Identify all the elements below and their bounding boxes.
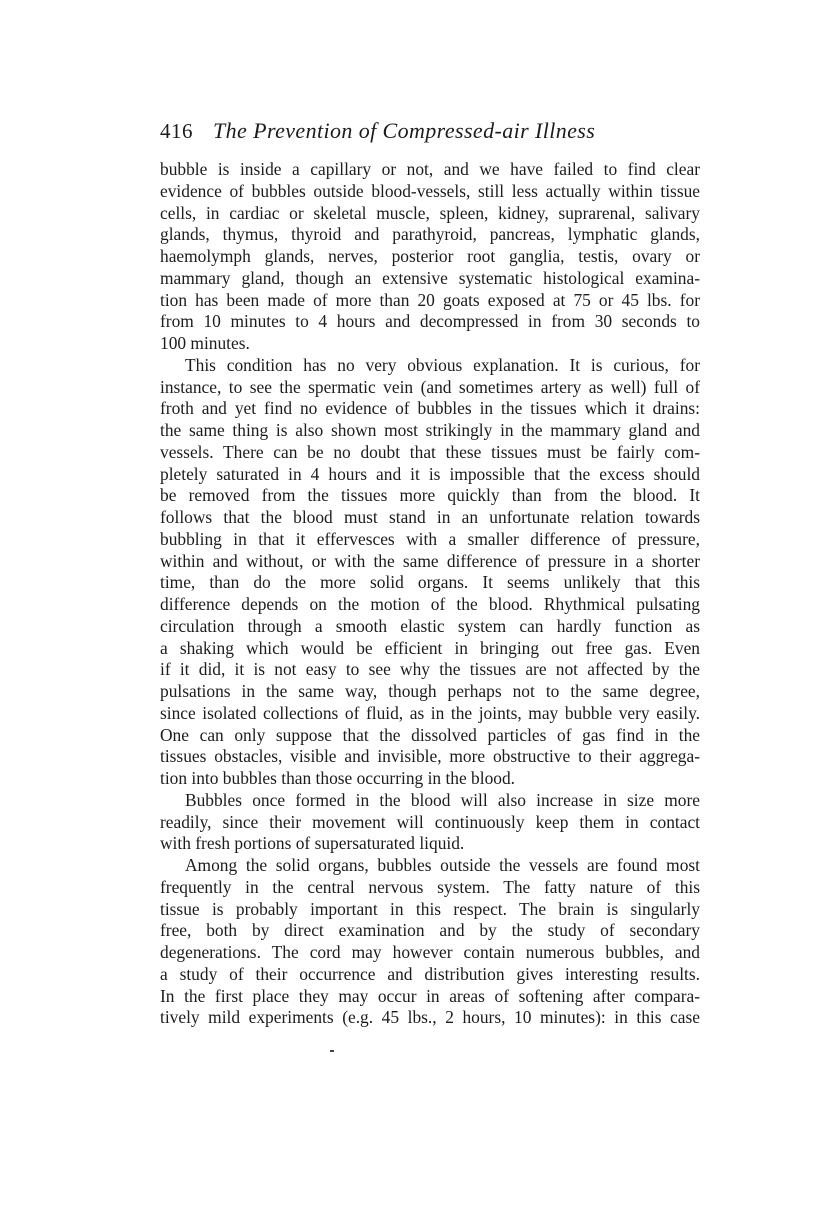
- text-line: mammary gland, though an extensive systematic histological examina-: [160, 267, 700, 288]
- page-number: 416: [160, 119, 193, 143]
- text-line: time, than do the more solid organs. It seems unlikely that this: [160, 572, 700, 593]
- text-line: evidence of bubbles outside blood-vessels, still less actually within tissue: [160, 180, 700, 201]
- text-line: tion has been made of more than 20 goats exposed at 75 or 45 lbs. for: [160, 289, 700, 310]
- print-speck: [330, 1050, 334, 1052]
- text-line: the same thing is also shown most strikingly in the mammary gland and: [160, 420, 700, 440]
- text-line: since isolated collections of fluid, as in the joints, may bubble very easily.: [160, 702, 700, 723]
- text-line: froth and yet find no evidence of bubbles in the tissues which it drains:: [160, 398, 700, 419]
- text-line: haemolymph glands, nerves, posterior root ganglia, testis, ovary or: [160, 246, 700, 266]
- text-line: be removed from the tissues more quickly than from the blood. It: [160, 485, 700, 506]
- text-line: This condition has no very obvious explanation. It is curious, for: [185, 354, 700, 375]
- body-text: [160, 159, 700, 1029]
- text-line: tissues obstacles, visible and invisible, more obstructive to their aggrega-: [160, 746, 700, 767]
- text-line: degenerations. The cord may however contain numerous bubbles, and: [160, 942, 700, 962]
- text-line: cells, in cardiac or skeletal muscle, spleen, kidney, suprarenal, salivary: [160, 202, 700, 223]
- text-line: One can only suppose that the dissolved particles of gas find in the: [160, 724, 700, 745]
- running-head: [160, 118, 700, 150]
- running-title: The Prevention of Compressed-air Illness: [213, 118, 596, 143]
- text-line: bubble is inside a capillary or not, and we have failed to find clear: [160, 159, 700, 179]
- paragraph: [160, 855, 700, 1029]
- text-line: with fresh portions of supersaturated liquid.: [160, 833, 465, 854]
- text-line: instance, to see the spermatic vein (and sometimes artery as well) full of: [160, 376, 700, 397]
- text-line: tively mild experiments (e.g. 45 lbs., 2 hours, 10 minutes): in this case: [160, 1007, 700, 1028]
- text-line: tissue is probably important in this respect. The brain is singularly: [160, 898, 700, 919]
- text-line: pletely saturated in 4 hours and it is impossible that the excess should: [160, 463, 700, 484]
- text-line: within and without, or with the same difference of pressure in a shorter: [160, 550, 700, 571]
- text-line: bubbling in that it effervesces with a smaller difference of pressure,: [160, 528, 700, 549]
- text-line: from 10 minutes to 4 hours and decompressed in from 30 seconds to: [160, 311, 700, 332]
- text-line: pulsations in the same way, though perhaps not to the same degree,: [160, 681, 700, 701]
- text-line: free, both by direct examination and by the study of secondary: [160, 920, 700, 941]
- text-line: difference depends on the motion of the blood. Rhythmical pulsating: [160, 594, 700, 614]
- text-line: circulation through a smooth elastic system can hardly function as: [160, 615, 700, 636]
- text-line: frequently in the central nervous system. The fatty nature of this: [160, 876, 700, 897]
- text-line: if it did, it is not easy to see why the tissues are not affected by the: [160, 659, 700, 680]
- text-line: tion into bubbles than those occurring in the blood.: [160, 768, 516, 788]
- text-line: 100 minutes.: [160, 333, 250, 353]
- text-line: In the first place they may occur in areas of softening after compara-: [160, 985, 700, 1006]
- text-line: Bubbles once formed in the blood will also increase in size more: [185, 789, 700, 810]
- paragraph: [160, 790, 700, 855]
- paragraph: [160, 159, 700, 355]
- text-line: readily, since their movement will continuously keep them in contact: [160, 811, 700, 832]
- text-line: a study of their occurrence and distribution gives interesting results.: [160, 963, 700, 984]
- text-line: glands, thymus, thyroid and parathyroid, pancreas, lymphatic glands,: [160, 224, 700, 245]
- paragraph: [160, 355, 700, 790]
- text-line: a shaking which would be efficient in bringing out free gas. Even: [160, 637, 700, 658]
- text-line: follows that the blood must stand in an unfortunate relation towards: [160, 507, 700, 527]
- text-line: Among the solid organs, bubbles outside the vessels are found most: [185, 855, 700, 875]
- text-line: vessels. There can be no doubt that these tissues must be fairly com-: [160, 441, 700, 462]
